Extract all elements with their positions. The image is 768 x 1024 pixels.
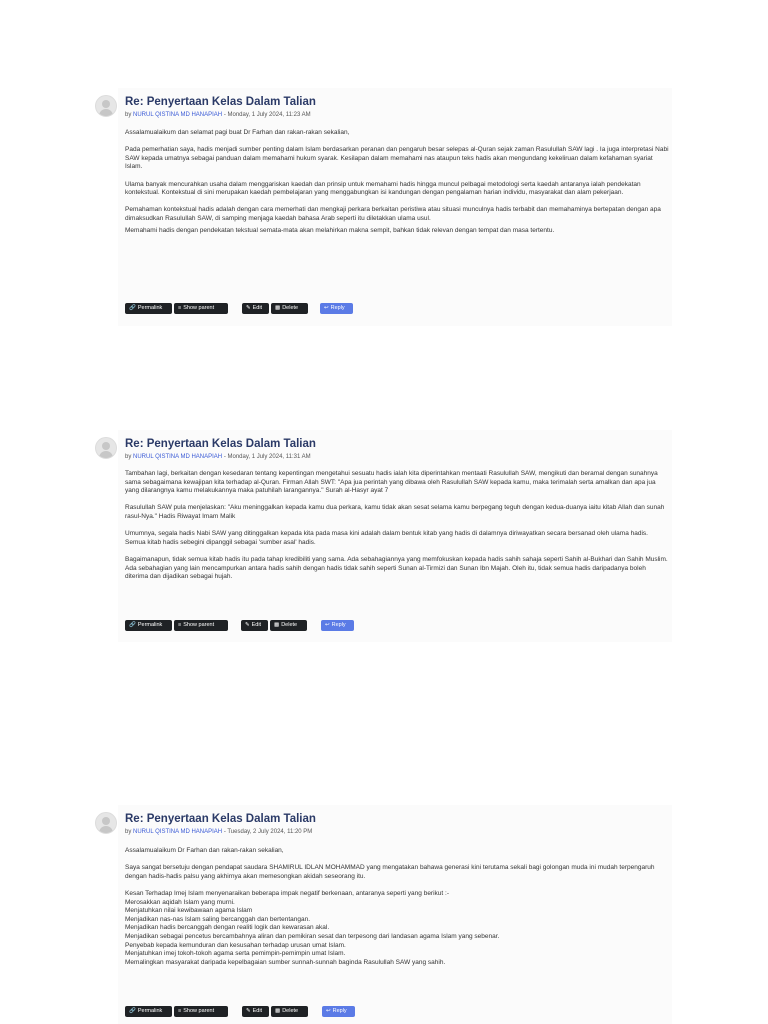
edit-button[interactable]: ✎ Edit	[242, 303, 269, 314]
avatar[interactable]	[95, 812, 117, 834]
post-header	[125, 437, 670, 461]
post-paragraph: Tambahan lagi, berkaitan dengan kesedaran tentang kepentingan mengetahui sesuatu hadis ialah kita diperintahkan mentaati Rasulullah SAW, mengikuti dan beramal dengan sunahnya sama sebagaimana kewajipan kita terhadap al-Quran. Firman Allah SWT: "Apa jua perintah yang dibawa oleh Rasulullah SAW kepada kamu, maka terimalah serta amalkan dan apa jua yang dilarangnya kamu melakukannya maka patuhilah larangannya." Surah al-Hasyr ayat 7	[125, 470, 658, 495]
post-title: Re: Penyertaan Kelas Dalam Talian	[125, 438, 316, 450]
list-item: Menjatuhkan nilai kewibawaan agama Islam	[125, 907, 253, 915]
post-content	[125, 129, 670, 244]
post-paragraph: Assalamualaikum dan selamat pagi buat Dr Farhan dan rakan-rakan sekalian,	[125, 129, 350, 136]
post-content	[125, 470, 670, 590]
list-item: Menjadikan sebagai pencetus bercambahnya aliran dan pemikiran sesat dan terpesong dari landasan agama Islam yang sebenar.	[125, 932, 500, 940]
post-paragraph: Bagaimanapun, tidak semua kitab hadis itu pada tahap kredibiliti yang sama. Ada sebahagiannya yang memfokuskan kepada hadis sahih sahaja seperti Sahih al-Bukhari dan Sahih Muslim. Ada sebahagian yang lain mencampurkan antara hadis sahih dengan hadis tidak sahih seperti Sunan al-Tirmizi dan Sunan Ibn Majah. Oleh itu, tidak semua hadis daripadanya boleh diterima dan dijadikan sebagai hujah.	[125, 555, 668, 581]
delete-button[interactable]: ▩ Delete	[271, 1006, 308, 1017]
list-item: Memalingkan masyarakat daripada kepelbagaian sumber sunnah-sunnah baginda Rasulullah SAW yang sahih.	[125, 958, 446, 966]
post-title: Re: Penyertaan Kelas Dalam Talian	[125, 96, 316, 108]
permalink-button[interactable]: 🔗 Permalink	[125, 620, 172, 631]
pencil-icon: ✎	[246, 1008, 251, 1014]
post-paragraph: Memahami hadis dengan pendekatan tekstual semata-mata akan melahirkan makna sempit, bahkan tidak relevan dengan tempat dan masa tertentu.	[125, 226, 555, 234]
list-icon: ≡	[178, 305, 182, 311]
by-label: by	[125, 112, 132, 118]
post-paragraph: Saya sangat bersetuju dengan pendapat saudara SHAMIRUL IDLAN MOHAMMAD yang mengatakan bahawa generasi kini terutama sekali bagi golongan muda ini mudah terpengaruh dengan hadis-hadis palsu yang akhirnya akan memesongkan akidah seseorang itu.	[125, 864, 655, 880]
edit-button[interactable]: ✎ Edit	[242, 1006, 269, 1017]
list-icon: ≡	[178, 1008, 182, 1014]
post-title: Re: Penyertaan Kelas Dalam Talian	[125, 813, 316, 825]
avatar[interactable]	[95, 95, 117, 117]
pencil-icon: ✎	[246, 305, 251, 311]
reply-icon: ↩	[326, 1008, 331, 1014]
permalink-button[interactable]: 🔗 Permalink	[125, 1006, 172, 1017]
list-intro: Kesan Terhadap Imej Islam menyenaraikan beberapa impak negatif berkenaan, antaranya seperti yang berikut :-	[125, 889, 449, 897]
link-icon: 🔗	[129, 1008, 136, 1014]
delete-button[interactable]: ▩ Delete	[271, 303, 308, 314]
edit-button[interactable]: ✎ Edit	[241, 620, 268, 631]
post-date: - Tuesday, 2 July 2024, 11:20 PM	[223, 829, 313, 835]
trash-icon: ▩	[274, 622, 280, 628]
show-parent-button[interactable]: ≡ Show parent	[174, 303, 228, 314]
list-item: Penyebab kepada kemunduran dan kesusahan terhadap urusan umat Islam.	[125, 941, 346, 949]
post-paragraph: Ulama banyak mencurahkan usaha dalam menggariskan kaedah dan prinsip untuk memahami hadis hingga muncul pelbagai metodologi serta kaedah antaranya ialah pendekatan kontekstual. Kontekstual di sini merupakan kaedah pembelajaran yang menggabungkan isi kandungan dengan pengalaman harian individu, masyarakat dan alam pekerjaan.	[125, 180, 641, 197]
post-paragraph: Assalamualaikum Dr Farhan dan rakan-rakan sekalian,	[125, 847, 284, 854]
reply-button[interactable]: ↩ Reply	[321, 620, 354, 631]
list-item: Merosakkan aqidah Islam yang murni.	[125, 898, 235, 906]
post-paragraph: Pemahaman kontekstual hadis adalah dengan cara memerhati dan mengkaji perkara berkaitan peristiwa atau situasi munculnya hadis terbabit dan memahaminya bertepatan dengan apa dimaksudkan Rasulullah SAW, di samping menjaga kaedah bahasa Arab seperti itu diletakkan ulama usul.	[125, 206, 661, 222]
author-link[interactable]: NURUL QISTINA MD HANAPIAH	[133, 829, 223, 835]
post-paragraph: Umumnya, segala hadis Nabi SAW yang ditinggalkan kepada kita pada masa kini adalah dalam bentuk kitab yang hadis di dalamnya diriwayatkan secara bersanad oleh ulama hadis. Semua kitab hadis sebegini dipanggil sebagai 'sumber asal' hadis.	[125, 530, 648, 546]
link-icon: 🔗	[129, 622, 136, 628]
post-meta	[125, 828, 670, 836]
post-paragraph: Rasulullah SAW pula menjelaskan: "Aku meninggalkan kepada kamu dua perkara, kamu tidak akan sesat selama kamu berpegang teguh dengan kedua-duanya iaitu kitab Allah dan sunah rasul-Nya." Hadis Riwayat Imam Malik	[125, 504, 665, 520]
delete-button[interactable]: ▩ Delete	[270, 620, 307, 631]
reply-icon: ↩	[325, 622, 330, 628]
trash-icon: ▩	[275, 305, 281, 311]
post-content	[125, 847, 670, 967]
link-icon: 🔗	[129, 305, 136, 311]
list-item: Menjadikan hadis bercanggah dengan realiti logik dan kewarasan akal.	[125, 924, 330, 932]
show-parent-button[interactable]: ≡ Show parent	[174, 620, 228, 631]
list-item: Menjadikan nas-nas Islam saling bercanggah dan bertentangan.	[125, 915, 311, 923]
post-date: - Monday, 1 July 2024, 11:23 AM	[223, 112, 311, 118]
reply-button[interactable]: ↩ Reply	[322, 1006, 355, 1017]
by-label: by	[125, 829, 132, 835]
author-link[interactable]: NURUL QISTINA MD HANAPIAH	[133, 112, 223, 118]
pencil-icon: ✎	[245, 622, 250, 628]
impact-list	[125, 890, 670, 967]
by-label: by	[125, 454, 132, 460]
post-meta	[125, 453, 670, 461]
post-header	[125, 812, 670, 836]
post-header	[125, 95, 670, 119]
author-link[interactable]: NURUL QISTINA MD HANAPIAH	[133, 454, 223, 460]
post-date: - Monday, 1 July 2024, 11:31 AM	[223, 454, 311, 460]
permalink-button[interactable]: 🔗 Permalink	[125, 303, 172, 314]
list-icon: ≡	[178, 622, 182, 628]
list-item: Menjatuhkan imej tokoh-tokoh agama serta pemimpin-pemimpin umat Islam.	[125, 950, 346, 958]
reply-icon: ↩	[324, 305, 329, 311]
post-meta	[125, 111, 670, 119]
trash-icon: ▩	[275, 1008, 281, 1014]
post-paragraph: Pada pemerhatian saya, hadis menjadi sumber penting dalam Islam berdasarkan peranan dan pengaruh besar selepas al-Quran sejak zaman Rasulullah SAW lagi . Ia juga interpretasi Nabi SAW kepada umatnya sebagai panduan dalam memahami hukum syarak. Kesilapan dalam memahami nas ataupun teks hadis akan mengundang kekeliruan dalam kefahaman syariat Islam.	[125, 146, 669, 171]
avatar[interactable]	[95, 437, 117, 459]
show-parent-button[interactable]: ≡ Show parent	[174, 1006, 228, 1017]
reply-button[interactable]: ↩ Reply	[320, 303, 353, 314]
